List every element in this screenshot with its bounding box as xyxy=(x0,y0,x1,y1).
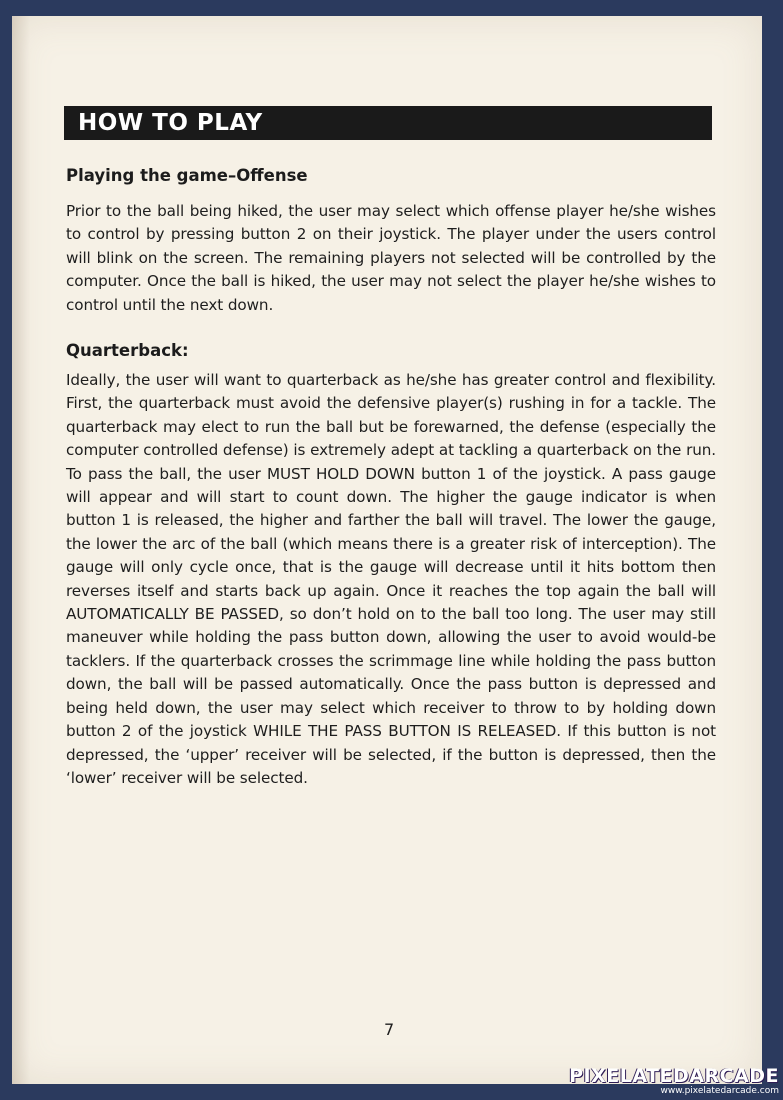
page-number: 7 xyxy=(384,1020,395,1039)
binding-shadow xyxy=(12,16,30,1084)
site-watermark xyxy=(569,1067,779,1096)
watermark-brand: PIXELATEDARCADE xyxy=(569,1065,779,1087)
offense-paragraph: Prior to the ball being hiked, the user may select which offense player he/she wishes to control by pressing button 2 on their joystick. The player under the users control will blink on the screen. The remaining players not selected will be controlled by the computer. Once the ball is hiked, the user may not select the player he/she wishes to control until the next down. xyxy=(66,202,716,314)
quarterback-heading: Quarterback: xyxy=(66,341,189,360)
manual-page xyxy=(12,16,762,1084)
section-title-bar xyxy=(64,106,712,140)
quarterback-paragraph: Ideally, the user will want to quarterback as he/she has greater control and flexibility. First, the quarterback must avoid the defensive player(s) rushing in for a tackle. The quarterback may elect to run the ball but be forewarned, the defense (especially the computer controlled defense) is extremely adept at tackling a quarterback on the run. To pass the ball, the user MUST HOLD DOWN button 1 of the joystick. A pass gauge will appear and will start to count down. The higher the gauge indicator is when button 1 is released, the higher and farther the ball will travel. The lower the gauge, the lower the arc of the ball (which means there is a greater risk of interception). The gauge will only cycle once, that is the gauge will decrease until it hits bottom then reverses itself and starts back up again. Once it reaches the top again the ball will AUTOMATICALLY BE PASSED, so don’t hold on to the ball too long. The user may still maneuver while holding the pass button down, allowing the user to avoid would-be tacklers. If the quarterback crosses the scrimmage line while holding the pass button down, the ball will be passed automatically. Once the pass button is depressed and being held down, the user may select which receiver to throw to by holding down button 2 of the joystick WHILE THE PASS BUTTON IS RELEASED. If this button is not depressed, the ‘upper’ receiver will be selected, if the button is depressed, then the ‘lower’ receiver will be selected. xyxy=(66,371,716,787)
offense-heading: Playing the game–Offense xyxy=(66,166,308,185)
section-title: HOW TO PLAY xyxy=(78,110,263,136)
watermark-url: www.pixelatedarcade.com xyxy=(660,1086,779,1096)
